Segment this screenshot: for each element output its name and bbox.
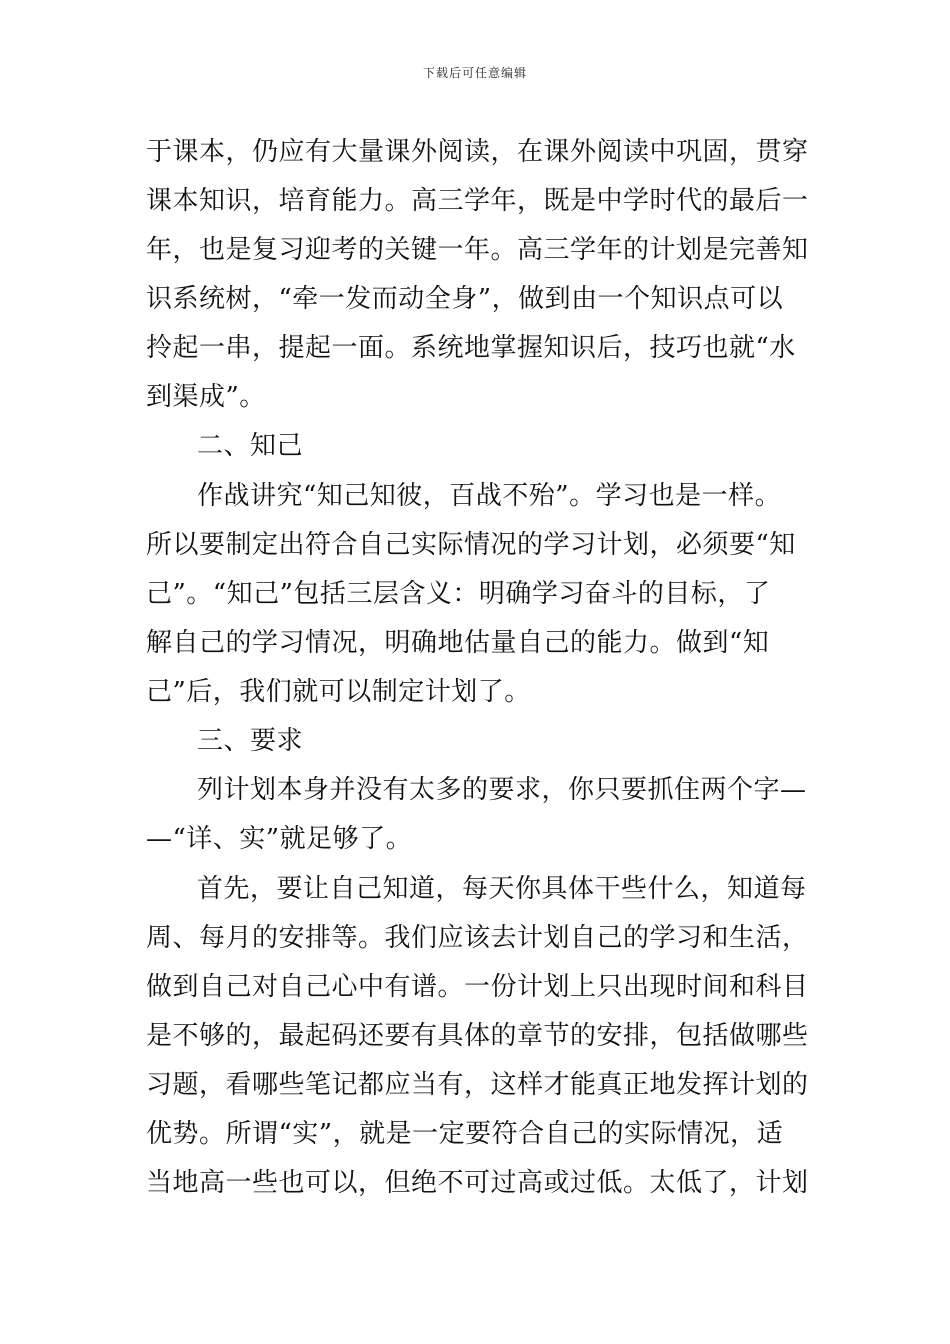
text-line: 于课本，仍应有大量课外阅读，在课外阅读中巩固，贯穿	[146, 137, 809, 167]
text-line: 作战讲究“知己知彼，百战不殆”。学习也是一样。	[197, 481, 782, 511]
page-header: 下载后可任意编辑	[422, 66, 527, 80]
text-line: 拎起一串，提起一面。系统地掌握知识后，技巧也就“水	[146, 333, 796, 363]
text-line: 是不够的，最起码还要有具体的章节的安排，包括做哪些	[146, 1021, 809, 1051]
text-line: 当地高一些也可以，但绝不可过高或过低。太低了，计划	[146, 1168, 809, 1198]
text-line: 首先，要让自己知道，每天你具体干些什么，知道每	[197, 874, 807, 904]
text-line: 列计划本身并没有太多的要求，你只要抓住两个字—	[197, 775, 807, 805]
text-line: 周、每月的安排等。我们应该去计划自己的学习和生活，	[146, 923, 809, 953]
section-heading: 二、知己	[197, 431, 304, 461]
text-line: 习题，看哪些笔记都应当有，这样才能真正地发挥计划的	[146, 1070, 809, 1100]
text-line: 识系统树，“牵一发而动全身”，做到由一个知识点可以	[146, 284, 784, 314]
text-line: —“详、实”就足够了。	[146, 824, 413, 854]
text-line: 解自己的学习情况，明确地估量自己的能力。做到“知	[146, 628, 770, 658]
text-line: 优势。所谓“实”，就是一定要符合自己的实际情况，适	[146, 1119, 784, 1149]
text-line: 己”。“知己”包括三层含义：明确学习奋斗的目标，了	[146, 579, 771, 609]
text-line: 做到自己对自己心中有谱。一份计划上只出现时间和科目	[146, 972, 809, 1002]
text-line: 到渠成”。	[146, 382, 266, 412]
text-line: 己”后，我们就可以制定计划了。	[146, 677, 531, 707]
section-heading: 三、要求	[197, 726, 304, 756]
text-line: 所以要制定出符合自己实际情况的学习计划，必须要“知	[146, 530, 796, 560]
text-line: 课本知识，培育能力。高三学年，既是中学时代的最后一	[146, 186, 809, 216]
text-line: 年，也是复习迎考的关键一年。高三学年的计划是完善知	[146, 235, 809, 265]
